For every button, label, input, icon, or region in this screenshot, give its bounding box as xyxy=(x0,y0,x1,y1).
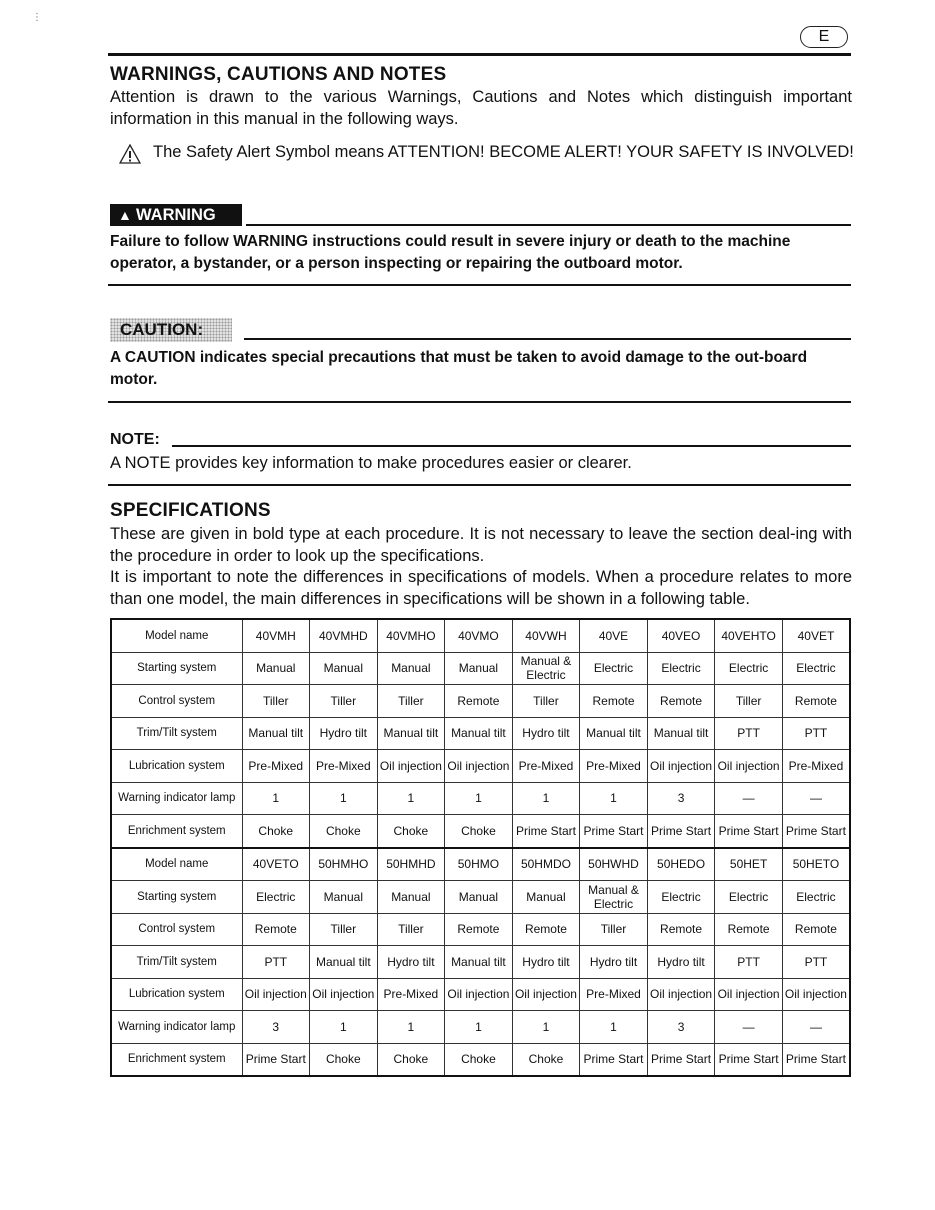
table-cell: Manual xyxy=(242,652,310,685)
table-cell: Prime Start xyxy=(580,815,648,848)
table-cell: 1 xyxy=(377,1011,445,1044)
warning-triangle-icon: ▲ xyxy=(118,207,132,223)
table-cell: Pre-Mixed xyxy=(242,750,310,783)
table-row xyxy=(111,717,850,750)
row-label: Starting system xyxy=(111,652,242,685)
table-cell: 1 xyxy=(445,782,513,815)
table-cell: 1 xyxy=(310,1011,378,1044)
specifications-para-1: These are given in bold type at each procedure. It is not necessary to leave the section deal-ing with the procedure in order to look up the specifications. xyxy=(110,525,852,565)
table-cell: Manual tilt xyxy=(377,717,445,750)
table-cell: Manual & Electric xyxy=(512,652,580,685)
warning-text: Failure to follow WARNING instructions could result in severe injury or death to the machine operator, a bystander, or a person inspecting or repairing the outboard motor. xyxy=(110,233,791,272)
table-cell: Hydro tilt xyxy=(647,946,715,979)
table-cell: 50HWHD xyxy=(580,848,648,881)
table-cell: Choke xyxy=(377,1043,445,1076)
table-cell: Oil injection xyxy=(445,978,513,1011)
table-cell: 3 xyxy=(242,1011,310,1044)
table-cell: Manual tilt xyxy=(580,717,648,750)
table-cell: Prime Start xyxy=(647,815,715,848)
table-cell: — xyxy=(782,782,850,815)
table-cell: 40VWH xyxy=(512,619,580,652)
caution-end-rule xyxy=(108,401,851,403)
table-row xyxy=(111,978,850,1011)
table-cell: Oil injection xyxy=(512,978,580,1011)
table-row xyxy=(111,881,850,914)
table-row xyxy=(111,750,850,783)
table-row xyxy=(111,619,850,652)
table-cell: 40VMO xyxy=(445,619,513,652)
table-cell: 1 xyxy=(580,1011,648,1044)
warnings-intro: Attention is drawn to the various Warnings, Cautions and Notes which distinguish important information in this manual in the following ways. xyxy=(110,88,852,128)
table-cell: Remote xyxy=(445,685,513,718)
table-cell: Pre-Mixed xyxy=(377,978,445,1011)
table-cell: Electric xyxy=(782,881,850,914)
table-cell: Remote xyxy=(782,685,850,718)
table-cell: PTT xyxy=(782,717,850,750)
table-cell: Oil injection xyxy=(782,978,850,1011)
warning-badge xyxy=(110,204,242,226)
row-label: Lubrication system xyxy=(111,750,242,783)
table-cell: Remote xyxy=(512,913,580,946)
table-cell: Electric xyxy=(715,881,783,914)
table-cell: Remote xyxy=(647,913,715,946)
table-cell: — xyxy=(715,1011,783,1044)
table-cell: Electric xyxy=(715,652,783,685)
table-cell: 40VMH xyxy=(242,619,310,652)
table-cell: Electric xyxy=(782,652,850,685)
warnings-heading: WARNINGS, CAUTIONS AND NOTES xyxy=(110,64,447,85)
table-row xyxy=(111,913,850,946)
table-cell: Pre-Mixed xyxy=(512,750,580,783)
table-cell: Prime Start xyxy=(580,1043,648,1076)
row-label: Trim/Tilt system xyxy=(111,946,242,979)
safety-alert-block xyxy=(119,142,854,164)
table-cell: PTT xyxy=(782,946,850,979)
table-cell: Hydro tilt xyxy=(310,717,378,750)
row-label: Enrichment system xyxy=(111,1043,242,1076)
table-cell: 50HETO xyxy=(782,848,850,881)
table-cell: 3 xyxy=(647,782,715,815)
table-row xyxy=(111,1043,850,1076)
table-row xyxy=(111,685,850,718)
table-cell: PTT xyxy=(242,946,310,979)
note-label: NOTE: xyxy=(110,431,160,448)
table-cell: Prime Start xyxy=(715,815,783,848)
table-cell: Prime Start xyxy=(647,1043,715,1076)
table-cell: Choke xyxy=(377,815,445,848)
table-cell: 50HMHD xyxy=(377,848,445,881)
table-cell: — xyxy=(782,1011,850,1044)
specifications-para-2: It is important to note the differences in specifications of models. When a procedure relates to more than one model, the main differences in specifications will be shown in a following table. xyxy=(110,568,852,608)
warning-label: WARNING xyxy=(136,206,216,224)
table-cell: Prime Start xyxy=(715,1043,783,1076)
table-cell: Hydro tilt xyxy=(512,717,580,750)
table-cell: Manual xyxy=(512,881,580,914)
table-cell: Choke xyxy=(445,815,513,848)
row-label: Control system xyxy=(111,913,242,946)
caution-badge: CAUTION: xyxy=(110,318,232,342)
table-row xyxy=(111,815,850,848)
table-cell: Hydro tilt xyxy=(580,946,648,979)
specifications-heading: SPECIFICATIONS xyxy=(110,500,271,521)
table-cell: Manual xyxy=(310,881,378,914)
table-cell: Pre-Mixed xyxy=(580,750,648,783)
table-cell: 50HMDO xyxy=(512,848,580,881)
table-row xyxy=(111,1011,850,1044)
table-cell: 1 xyxy=(242,782,310,815)
table-cell: Choke xyxy=(310,1043,378,1076)
table-cell: 3 xyxy=(647,1011,715,1044)
table-cell: Choke xyxy=(242,815,310,848)
table-cell: Tiller xyxy=(377,685,445,718)
table-cell: Pre-Mixed xyxy=(310,750,378,783)
note-text: A NOTE provides key information to make procedures easier or clearer. xyxy=(110,454,632,472)
table-cell: Oil injection xyxy=(715,978,783,1011)
row-label: Model name xyxy=(111,619,242,652)
table-cell: Oil injection xyxy=(242,978,310,1011)
specifications-table-body xyxy=(111,619,850,1076)
table-cell: Oil injection xyxy=(647,750,715,783)
table-cell: Choke xyxy=(310,815,378,848)
table-cell: Tiller xyxy=(310,913,378,946)
caution-text: A CAUTION indicates special precautions that must be taken to avoid damage to the out-board motor. xyxy=(110,349,808,388)
table-cell: 40VEHTO xyxy=(715,619,783,652)
table-cell: Electric xyxy=(242,881,310,914)
row-label: Control system xyxy=(111,685,242,718)
table-cell: Manual xyxy=(377,652,445,685)
specifications-table xyxy=(110,618,851,1077)
table-cell: Choke xyxy=(445,1043,513,1076)
table-cell: Hydro tilt xyxy=(377,946,445,979)
table-cell: Choke xyxy=(512,1043,580,1076)
table-cell: Tiller xyxy=(377,913,445,946)
table-cell: Oil injection xyxy=(310,978,378,1011)
table-cell: Remote xyxy=(647,685,715,718)
table-cell: PTT xyxy=(715,946,783,979)
table-cell: 40VET xyxy=(782,619,850,652)
table-row xyxy=(111,652,850,685)
table-cell: Tiller xyxy=(310,685,378,718)
table-cell: Manual & Electric xyxy=(580,881,648,914)
table-cell: 1 xyxy=(512,782,580,815)
table-cell: Manual xyxy=(445,881,513,914)
table-cell: 40VMHD xyxy=(310,619,378,652)
row-label: Trim/Tilt system xyxy=(111,717,242,750)
table-cell: 1 xyxy=(445,1011,513,1044)
table-cell: 40VEO xyxy=(647,619,715,652)
table-cell: 1 xyxy=(580,782,648,815)
row-label: Lubrication system xyxy=(111,978,242,1011)
table-cell: Electric xyxy=(647,881,715,914)
table-cell: Oil injection xyxy=(715,750,783,783)
table-cell: Oil injection xyxy=(445,750,513,783)
table-cell: 50HEDO xyxy=(647,848,715,881)
table-row xyxy=(111,946,850,979)
table-cell: Manual xyxy=(377,881,445,914)
table-cell: Pre-Mixed xyxy=(782,750,850,783)
table-cell: Tiller xyxy=(242,685,310,718)
row-label: Starting system xyxy=(111,881,242,914)
table-cell: Manual tilt xyxy=(445,717,513,750)
table-cell: 1 xyxy=(310,782,378,815)
table-cell: 50HMHO xyxy=(310,848,378,881)
table-cell: Electric xyxy=(580,652,648,685)
row-label: Warning indicator lamp xyxy=(111,1011,242,1044)
table-cell: Tiller xyxy=(512,685,580,718)
table-cell: Tiller xyxy=(580,913,648,946)
language-badge: E xyxy=(800,26,848,48)
warning-rule xyxy=(246,224,851,226)
table-cell: Oil injection xyxy=(647,978,715,1011)
table-cell: Oil injection xyxy=(377,750,445,783)
table-cell: Manual tilt xyxy=(242,717,310,750)
table-cell: Prime Start xyxy=(782,815,850,848)
table-cell: 1 xyxy=(377,782,445,815)
table-cell: Remote xyxy=(242,913,310,946)
row-label: Warning indicator lamp xyxy=(111,782,242,815)
table-cell: Manual xyxy=(445,652,513,685)
table-cell: Prime Start xyxy=(512,815,580,848)
table-cell: 1 xyxy=(512,1011,580,1044)
table-cell: Remote xyxy=(445,913,513,946)
row-label: Model name xyxy=(111,848,242,881)
caution-rule xyxy=(244,338,851,340)
table-row xyxy=(111,782,850,815)
table-cell: 40VETO xyxy=(242,848,310,881)
table-cell: 40VMHO xyxy=(377,619,445,652)
table-cell: Electric xyxy=(647,652,715,685)
row-label: Enrichment system xyxy=(111,815,242,848)
table-cell: Tiller xyxy=(715,685,783,718)
table-cell: Pre-Mixed xyxy=(580,978,648,1011)
table-cell: Prime Start xyxy=(782,1043,850,1076)
table-cell: Manual xyxy=(310,652,378,685)
table-cell: Remote xyxy=(580,685,648,718)
table-cell: 50HET xyxy=(715,848,783,881)
table-cell: Remote xyxy=(782,913,850,946)
safety-alert-text: The Safety Alert Symbol means ATTENTION! BECOME ALERT! YOUR SAFETY IS INVOLVED! xyxy=(153,143,854,161)
warning-end-rule xyxy=(108,284,851,286)
table-cell: Remote xyxy=(715,913,783,946)
table-cell: PTT xyxy=(715,717,783,750)
header-rule xyxy=(108,53,851,56)
table-cell: 40VE xyxy=(580,619,648,652)
table-cell: Manual tilt xyxy=(445,946,513,979)
margin-mark: ⋮ xyxy=(32,12,42,23)
table-cell: Prime Start xyxy=(242,1043,310,1076)
table-cell: — xyxy=(715,782,783,815)
table-row xyxy=(111,848,850,881)
table-cell: 50HMO xyxy=(445,848,513,881)
note-rule xyxy=(172,445,851,447)
table-cell: Manual tilt xyxy=(310,946,378,979)
table-cell: Manual tilt xyxy=(647,717,715,750)
note-end-rule xyxy=(108,484,851,486)
table-cell: Hydro tilt xyxy=(512,946,580,979)
safety-alert-icon xyxy=(119,144,141,164)
